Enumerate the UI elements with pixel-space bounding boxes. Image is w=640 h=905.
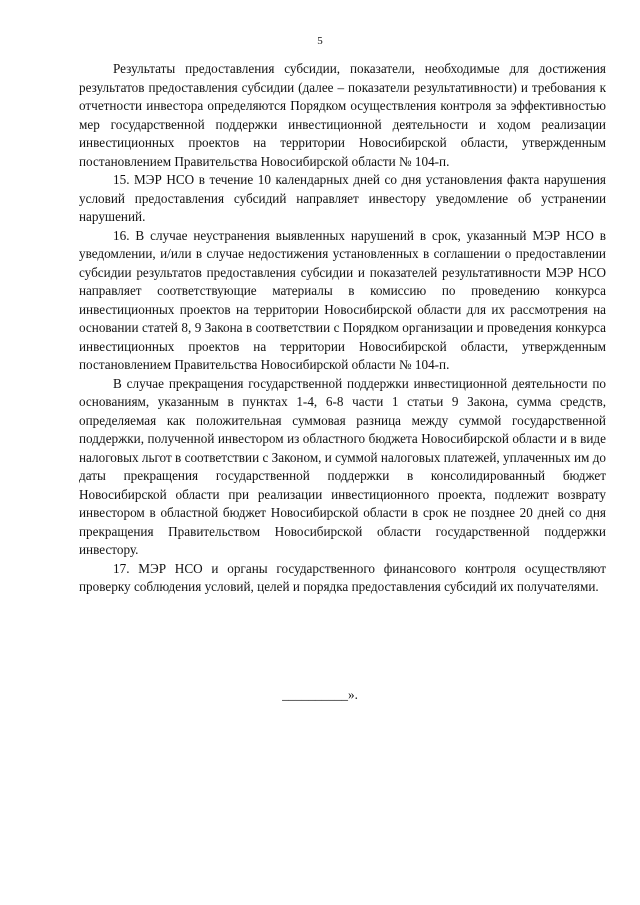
- paragraph-item-15: 15. МЭР НСО в течение 10 календарных дней со дня установления факта нарушения условий предоставления субсидий направляет инвестору уведомление об устранении нарушений.: [79, 172, 606, 224]
- document-body: [79, 60, 606, 597]
- paragraph-item-17: 17. МЭР НСО и органы государственного финансового контроля осуществляют проверку соблюдения условий, целей и порядка предоставления субсидий их получателями.: [79, 560, 606, 594]
- paragraph-results-indicators: Результаты предоставления субсидии, показатели, необходимые для достижения результатов предоставления субсидии (далее – показатели результативности) и требования к отчетности инвестора определяются Порядком осуществления контроля за эффективностью мер государственной поддержки инвестиционной деятельности и ходом реализации инвестиционных проектов на территории Новосибирской области, утвержденным постановлением Правительства Новосибирской области № 104-п.: [79, 61, 606, 169]
- page-number: 5: [317, 35, 323, 47]
- paragraph-termination-support: В случае прекращения государственной поддержки инвестиционной деятельности по основаниям, указанным в пунктах 1-4, 6-8 части 1 статьи 9 Закона, сумма средств, определяемая как положительная суммовая разница между суммой государственной поддержки, полученной инвестором из областного бюджета Новосибирской области и в виде налоговых льгот в соответствии с Законом, и суммой налоговых платежей, уплаченных им до даты прекращения государственной поддержки в консолидированный бюджет Новосибирской области при реализации инвестиционного проекта, подлежит возврату инвестором в областной бюджет Новосибирской области в срок не позднее 20 дней со дня прекращения Правительством Новосибирской области государственной поддержки инвестору.: [79, 375, 606, 557]
- closing-mark: __________».: [282, 687, 358, 702]
- paragraph-item-16: 16. В случае неустранения выявленных нарушений в срок, указанный МЭР НСО в уведомлении, и/или в случае недостижения установленных в соглашении о предоставлении субсидии результатов предоставления субсидии и показателей результативности МЭР НСО направляет соответствующие материалы в комиссию по проведению конкурса инвестиционных проектов на территории Новосибирской области для их рассмотрения на основании статей 8, 9 Закона в соответствии с Порядком организации и проведения конкурса инвестиционных проектов на территории Новосибирской области, утвержденным постановлением Правительства Новосибирской области № 104-п.: [79, 227, 606, 372]
